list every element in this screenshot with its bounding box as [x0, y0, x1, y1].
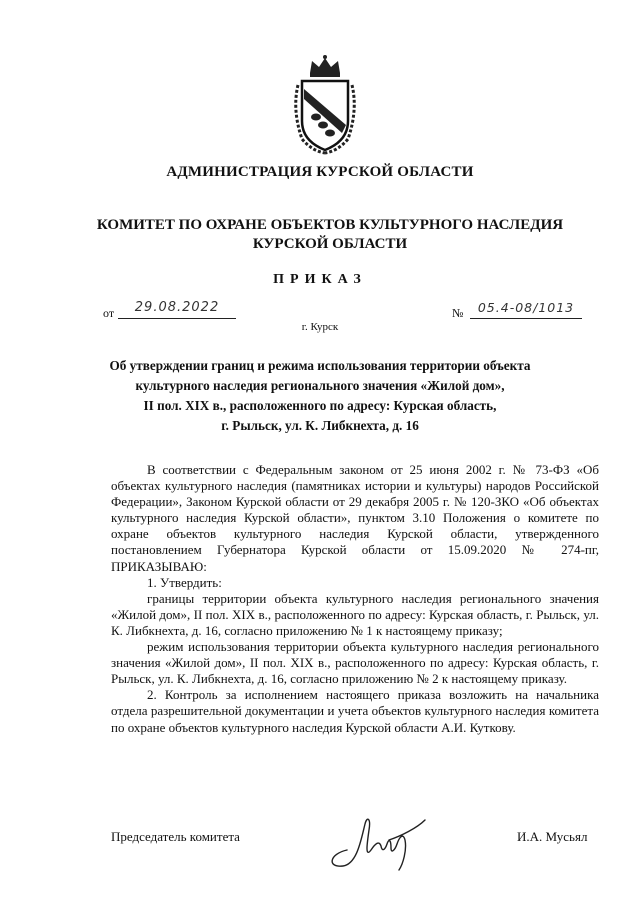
number-value: 05.4-08/1013 — [470, 300, 582, 319]
order-subject — [108, 356, 532, 436]
order-body — [111, 462, 599, 736]
preamble-paragraph: В соответствии с Федеральным законом от 25 июня 2002 г. № 73-ФЗ «Об объектах культурного наследия (памятниках истории и культуры) народов Российской Федерации», Законом Курской области от 29 декабря 2005 г. № 120-ЗКО «Об объектах культурного наследия Курской области», пунктом 3.10 Положения о комитете по охране объектов культурного наследия Курской области, утвержденного постановлением Губернатора Курской области от 15.09.2020 № 274-пг, ПРИКАЗЫВАЮ: — [111, 462, 599, 574]
subject-line: II пол. XIX в., расположенного по адресу: Курская область, — [143, 398, 497, 413]
clause-1-heading: 1. Утвердить: — [147, 574, 222, 590]
administration-heading: АДМИНИСТРАЦИЯ КУРСКОЙ ОБЛАСТИ — [166, 164, 474, 180]
clause-1-regime: режим использования территории объекта культурного наследия регионального значения «Жилой дом», II пол. XIX в., расположенного по адресу: Курская область, г. Рыльск, ул. К. Либкнехта, д. 16, согласно приложению № 2 к настоящему приказу. — [111, 639, 599, 687]
date-label: от — [103, 306, 115, 320]
subject-line: г. Рыльск, ул. К. Либкнехта, д. 16 — [221, 418, 419, 433]
city: г. Курск — [301, 321, 339, 333]
committee-heading-line1: КОМИТЕТ ПО ОХРАНЕ ОБЪЕКТОВ КУЛЬТУРНОГО НАСЛЕДИЯ — [96, 217, 564, 233]
number-label: № — [452, 306, 464, 320]
date-value: 29.08.2022 — [118, 300, 236, 319]
handwritten-signature-icon — [325, 810, 445, 872]
signatory-title: Председатель комитета — [111, 829, 240, 844]
subject-line: культурного наследия регионального значения «Жилой дом», — [135, 378, 505, 393]
clause-1-boundaries: границы территории объекта культурного наследия регионального значения «Жилой дом», II пол. XIX в., расположенного по адресу: Курская область, г. Рыльск, ул. К. Либкнехта, д. 16, согласно приложению № 1 к настоящему приказу; — [111, 590, 599, 638]
committee-heading-line2: КУРСКОЙ ОБЛАСТИ — [252, 236, 408, 252]
coat-of-arms-icon — [290, 55, 360, 155]
subject-line: Об утверждении границ и режима использования территории объекта — [109, 358, 531, 373]
document-type: ПРИКАЗ — [273, 272, 367, 287]
signatory-name: И.А. Мусьял — [517, 829, 588, 844]
committee-heading — [60, 216, 600, 254]
clause-2-control: 2. Контроль за исполнением настоящего приказа возложить на начальника отдела разрешительной документации и учета объектов культурного наследия комитета по охране объектов культурного наследия Курской области А.И. Куткову. — [111, 687, 599, 735]
